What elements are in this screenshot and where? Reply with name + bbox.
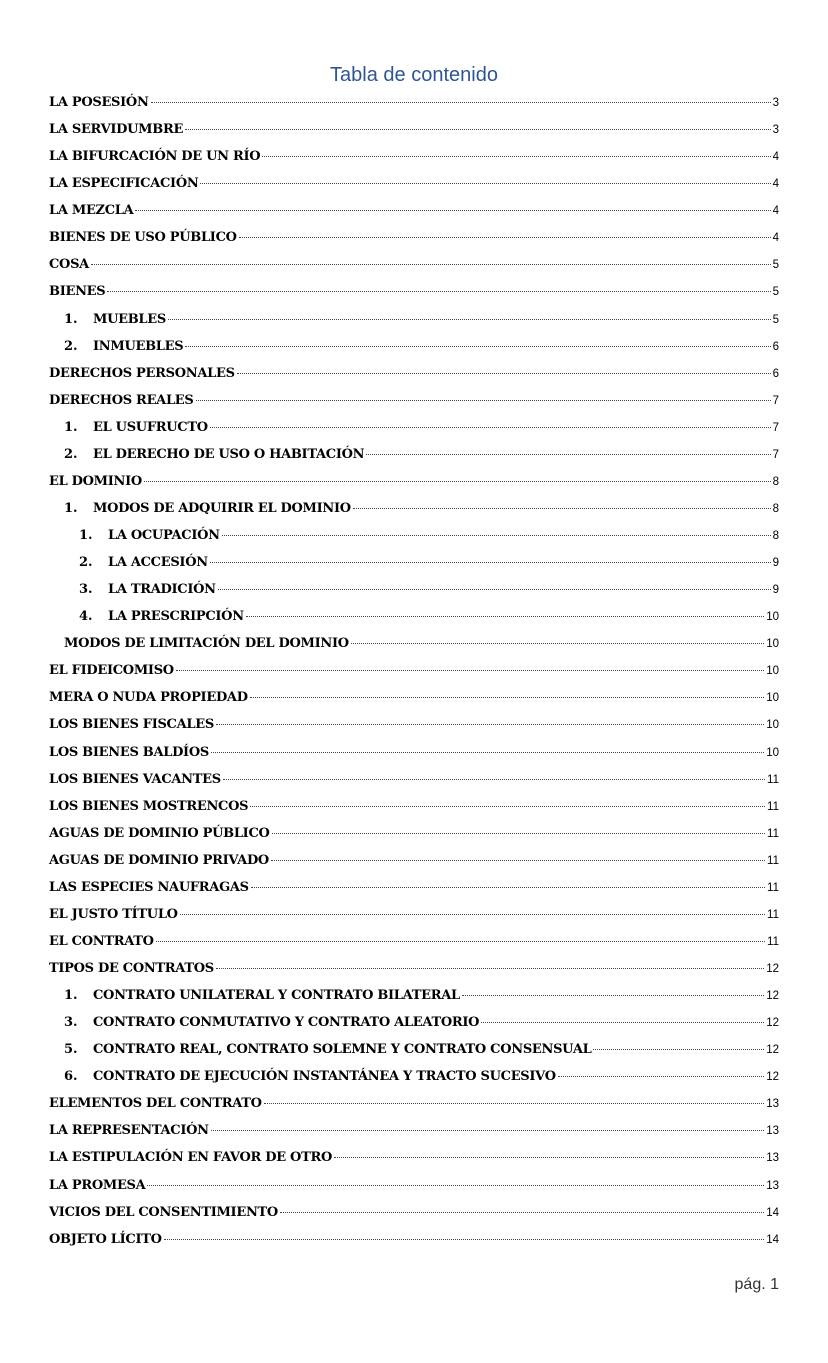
toc-entry-title[interactable]: EL JUSTO TÍTULO (49, 906, 178, 922)
toc-entry-page: 10 (766, 638, 779, 651)
dot-leader (185, 346, 770, 347)
toc-entry-title[interactable]: MUEBLES (93, 311, 166, 327)
toc-entry-number: 1. (64, 500, 78, 516)
dot-leader (200, 183, 770, 184)
toc-entry[interactable] (49, 1144, 779, 1171)
toc-entry-page: 7 (772, 421, 779, 434)
toc-entry[interactable] (49, 684, 779, 711)
toc-entry-title[interactable]: LA POSESIÓN (49, 95, 149, 110)
toc-entry-page: 10 (766, 746, 779, 759)
toc-entry-title[interactable]: MODOS DE ADQUIRIR EL DOMINIO (93, 500, 351, 516)
dot-leader (250, 697, 765, 698)
toc-entry-page: 14 (766, 1206, 779, 1219)
toc-entry[interactable] (49, 793, 779, 820)
toc-entry[interactable] (49, 1009, 779, 1036)
dot-leader (210, 562, 771, 563)
toc-entry[interactable] (49, 170, 779, 197)
toc-entry[interactable] (49, 251, 779, 278)
toc-entry-title[interactable]: LOS BIENES FISCALES (49, 717, 214, 733)
dot-leader (246, 616, 764, 617)
toc-entry-page: 12 (766, 990, 779, 1003)
dot-leader (156, 941, 765, 942)
toc-entry[interactable] (49, 468, 779, 495)
toc-entry-page: 10 (766, 692, 779, 705)
toc-entry[interactable] (49, 414, 779, 441)
toc-entry[interactable] (49, 495, 779, 522)
toc-entry-title[interactable]: DERECHOS REALES (49, 392, 194, 408)
toc-entry-number: 5. (64, 1042, 78, 1058)
toc-entry-page: 11 (767, 881, 779, 894)
toc-entry[interactable] (49, 603, 779, 630)
toc-entry-number: 1. (64, 311, 78, 327)
toc-entry-title[interactable]: LOS BIENES VACANTES (49, 771, 221, 787)
dot-leader (176, 670, 764, 671)
toc-entry[interactable] (49, 1090, 779, 1117)
toc-entry-page: 4 (772, 151, 779, 164)
toc-entry[interactable] (49, 1117, 779, 1144)
toc-entry-title[interactable]: DERECHOS PERSONALES (49, 365, 235, 381)
dot-leader (185, 129, 771, 130)
toc-entry-page: 6 (772, 340, 779, 353)
toc-entry-page: 4 (772, 178, 779, 191)
toc-entry[interactable] (49, 928, 779, 955)
dot-leader (272, 833, 766, 834)
toc-entry[interactable] (49, 441, 779, 468)
toc-entry-number: 2. (64, 446, 78, 462)
toc-entry-title[interactable]: EL CONTRATO (49, 933, 154, 949)
dot-leader (280, 1212, 764, 1213)
toc-entry-page: 11 (767, 854, 779, 867)
toc-entry-title[interactable]: LA ESPECIFICACIÓN (49, 176, 199, 192)
toc-entry-title[interactable]: LA BIFURCACIÓN DE UN RÍO (49, 149, 261, 165)
toc-entry[interactable] (49, 847, 779, 874)
dot-leader (211, 752, 764, 753)
toc-entry[interactable] (49, 197, 779, 224)
toc-entry[interactable] (49, 874, 779, 901)
toc-entry-title[interactable]: AGUAS DE DOMINIO PÚBLICO (49, 825, 270, 841)
toc-entry-title[interactable]: CONTRATO CONMUTATIVO Y CONTRATO ALEATORIO (93, 1015, 480, 1031)
toc-entry-title[interactable]: LOS BIENES BALDÍOS (49, 744, 209, 760)
toc-entry-title[interactable]: LA ACCESIÓN (108, 555, 208, 571)
toc-entry-title[interactable]: COSA (49, 257, 89, 273)
toc-entry-title[interactable]: LA ESTIPULACIÓN EN FAVOR DE OTRO (49, 1150, 332, 1166)
dot-leader (271, 860, 765, 861)
toc-entry-page: 3 (772, 97, 779, 109)
toc-entry-title[interactable]: LA PRESCRIPCIÓN (108, 609, 244, 625)
dot-leader (351, 643, 764, 644)
toc-entry-title[interactable]: BIENES (49, 284, 106, 300)
toc-entry-title[interactable]: LA TRADICIÓN (108, 582, 216, 598)
dot-leader (216, 724, 764, 725)
toc-entry-page: 9 (772, 584, 779, 597)
dot-leader (91, 264, 771, 265)
dot-leader (366, 454, 770, 455)
toc-entry[interactable] (49, 901, 779, 928)
toc-entry-page: 7 (772, 448, 779, 461)
dot-leader (223, 779, 765, 780)
dot-leader (135, 210, 770, 211)
toc-entry[interactable] (49, 982, 779, 1009)
toc-entry-title[interactable]: CONTRATO DE EJECUCIÓN INSTANTÁNEA Y TRACTO SUCESIVO (93, 1069, 556, 1085)
toc-entry-number: 1. (64, 419, 78, 435)
dot-leader (168, 319, 771, 320)
toc-entry[interactable] (49, 576, 779, 603)
toc-entry-title[interactable]: MERA O NUDA PROPIEDAD (49, 690, 248, 706)
toc-entry-page: 12 (766, 1044, 779, 1057)
toc-entry[interactable] (49, 143, 779, 170)
dot-leader (237, 373, 771, 374)
dot-leader (334, 1157, 764, 1158)
dot-leader (353, 508, 771, 509)
toc-entry-title[interactable]: LA REPRESENTACIÓN (49, 1123, 209, 1139)
dot-leader (264, 1103, 764, 1104)
toc-entry[interactable] (49, 657, 779, 684)
toc-entry-page: 9 (772, 557, 779, 570)
toc-entry[interactable] (49, 522, 779, 549)
toc-entry-page: 11 (767, 908, 779, 921)
toc-entry-number: 1. (79, 528, 93, 543)
toc-entry[interactable] (49, 955, 779, 982)
dot-leader (593, 1049, 764, 1050)
toc-entry-title[interactable]: LOS BIENES MOSTRENCOS (49, 798, 249, 814)
toc-entry-number: 3. (79, 582, 93, 598)
toc-entry-page: 10 (766, 611, 779, 624)
toc-entry-number: 2. (79, 555, 93, 571)
toc-entry-number: 6. (64, 1069, 78, 1085)
toc-entry-title[interactable]: OBJETO LÍCITO (49, 1231, 162, 1247)
toc-entry-page: 5 (772, 313, 779, 326)
toc-entry-page: 8 (772, 502, 779, 515)
toc-entry[interactable] (49, 1226, 779, 1253)
toc-entry[interactable] (49, 333, 779, 360)
toc-entry[interactable] (49, 549, 779, 576)
toc-entry-number: 2. (64, 338, 78, 354)
toc-entry-number: 1. (64, 988, 78, 1004)
toc-entry-page: 7 (772, 394, 779, 407)
toc-entry-page: 13 (766, 1098, 779, 1111)
toc-entry-title[interactable]: EL FIDEICOMISO (49, 663, 174, 679)
toc-entry-page: 11 (767, 827, 779, 840)
dot-leader (250, 806, 765, 807)
toc-title: Tabla de contenido (330, 64, 498, 86)
toc-entry-title[interactable]: CONTRATO UNILATERAL Y CONTRATO BILATERAL (93, 988, 460, 1004)
toc-entry[interactable] (49, 89, 779, 116)
toc-entry-page: 14 (766, 1233, 779, 1246)
dot-leader (210, 427, 771, 428)
dot-leader (180, 914, 765, 915)
toc-entry-title[interactable]: CONTRATO REAL, CONTRATO SOLEMNE Y CONTRATO CONSENSUAL (93, 1042, 592, 1058)
toc-entry-title[interactable]: ELEMENTOS DEL CONTRATO (49, 1096, 262, 1112)
toc-entry-page: 4 (772, 232, 779, 245)
toc-entry-page: 12 (766, 1071, 779, 1084)
dot-leader (216, 968, 764, 969)
dot-leader (107, 291, 770, 292)
dot-leader (196, 400, 771, 401)
page-number-footer: pág. 1 (734, 1276, 779, 1293)
toc-entry[interactable] (49, 387, 779, 414)
toc-entry-title[interactable]: VICIOS DEL CONSENTIMIENTO (49, 1204, 278, 1220)
toc-entry-title[interactable]: EL DOMINIO (49, 473, 142, 489)
toc-entry[interactable] (49, 630, 779, 657)
toc-entry-page: 5 (772, 286, 779, 299)
dot-leader (164, 1239, 765, 1240)
toc-entry-page: 12 (766, 963, 779, 975)
toc-entry[interactable] (49, 278, 779, 305)
dot-leader (222, 535, 771, 536)
toc-entry[interactable] (49, 1199, 779, 1226)
toc-entry-page: 4 (772, 205, 779, 218)
toc-entry-title[interactable]: MODOS DE LIMITACIÓN DEL DOMINIO (64, 636, 349, 652)
dot-leader (218, 589, 771, 590)
toc-entry-page: 11 (767, 935, 779, 948)
dot-leader (144, 481, 771, 482)
toc-entry-title[interactable]: INMUEBLES (93, 338, 184, 354)
toc-entry-title[interactable]: AGUAS DE DOMINIO PRIVADO (49, 852, 269, 868)
toc-entry-page: 6 (772, 367, 779, 380)
dot-leader (251, 887, 765, 888)
toc-entry-page: 8 (772, 530, 779, 542)
toc-entry[interactable] (49, 820, 779, 847)
dot-leader (239, 237, 771, 238)
toc-entry-page: 13 (766, 1125, 779, 1138)
toc-entry[interactable] (49, 739, 779, 766)
dot-leader (481, 1022, 764, 1023)
toc-entry-title[interactable]: TIPOS DE CONTRATOS (49, 961, 214, 976)
toc-entry-page: 5 (772, 259, 779, 272)
toc-entry-page: 10 (766, 719, 779, 732)
toc-entry-page: 13 (766, 1152, 779, 1165)
dot-leader (147, 1185, 764, 1186)
toc-entry-page: 8 (772, 475, 779, 488)
dot-leader (262, 156, 770, 157)
dot-leader (211, 1130, 764, 1131)
toc-entry-page: 12 (766, 1017, 779, 1030)
toc-entry-page: 13 (766, 1179, 779, 1192)
toc-entry-page: 11 (767, 800, 779, 813)
toc-entry-title[interactable]: EL USUFRUCTO (93, 419, 208, 435)
toc-entry-title[interactable]: EL DERECHO DE USO O HABITACIÓN (93, 446, 365, 462)
toc-entry[interactable] (49, 766, 779, 793)
toc-entry[interactable] (49, 1036, 779, 1063)
toc-entry-page: 11 (767, 773, 779, 786)
toc-entry-title[interactable]: LA SERVIDUMBRE (49, 122, 184, 138)
toc-entry-title[interactable]: BIENES DE USO PÚBLICO (49, 230, 237, 246)
toc-entry[interactable] (49, 116, 779, 143)
dot-leader (558, 1076, 764, 1077)
dot-leader (151, 102, 771, 103)
toc-entry-title[interactable]: LA PROMESA (49, 1177, 146, 1193)
toc-entry-number: 4. (79, 609, 93, 625)
toc-entry-title[interactable]: LA MEZCLA (49, 203, 134, 219)
toc-entry-page: 10 (766, 665, 779, 678)
toc-entry[interactable] (49, 1063, 779, 1090)
toc-entry[interactable] (49, 711, 779, 738)
toc-entry[interactable] (49, 306, 779, 333)
toc-entry[interactable] (49, 360, 779, 387)
toc-entry-title[interactable]: LA OCUPACIÓN (108, 528, 220, 543)
toc-entry-number: 3. (64, 1015, 78, 1031)
dot-leader (462, 995, 764, 996)
toc-entry[interactable] (49, 224, 779, 251)
toc-entry-page: 3 (772, 124, 779, 137)
table-of-contents (49, 89, 779, 1253)
toc-entry-title[interactable]: LAS ESPECIES NAUFRAGAS (49, 879, 249, 895)
toc-entry[interactable] (49, 1172, 779, 1199)
